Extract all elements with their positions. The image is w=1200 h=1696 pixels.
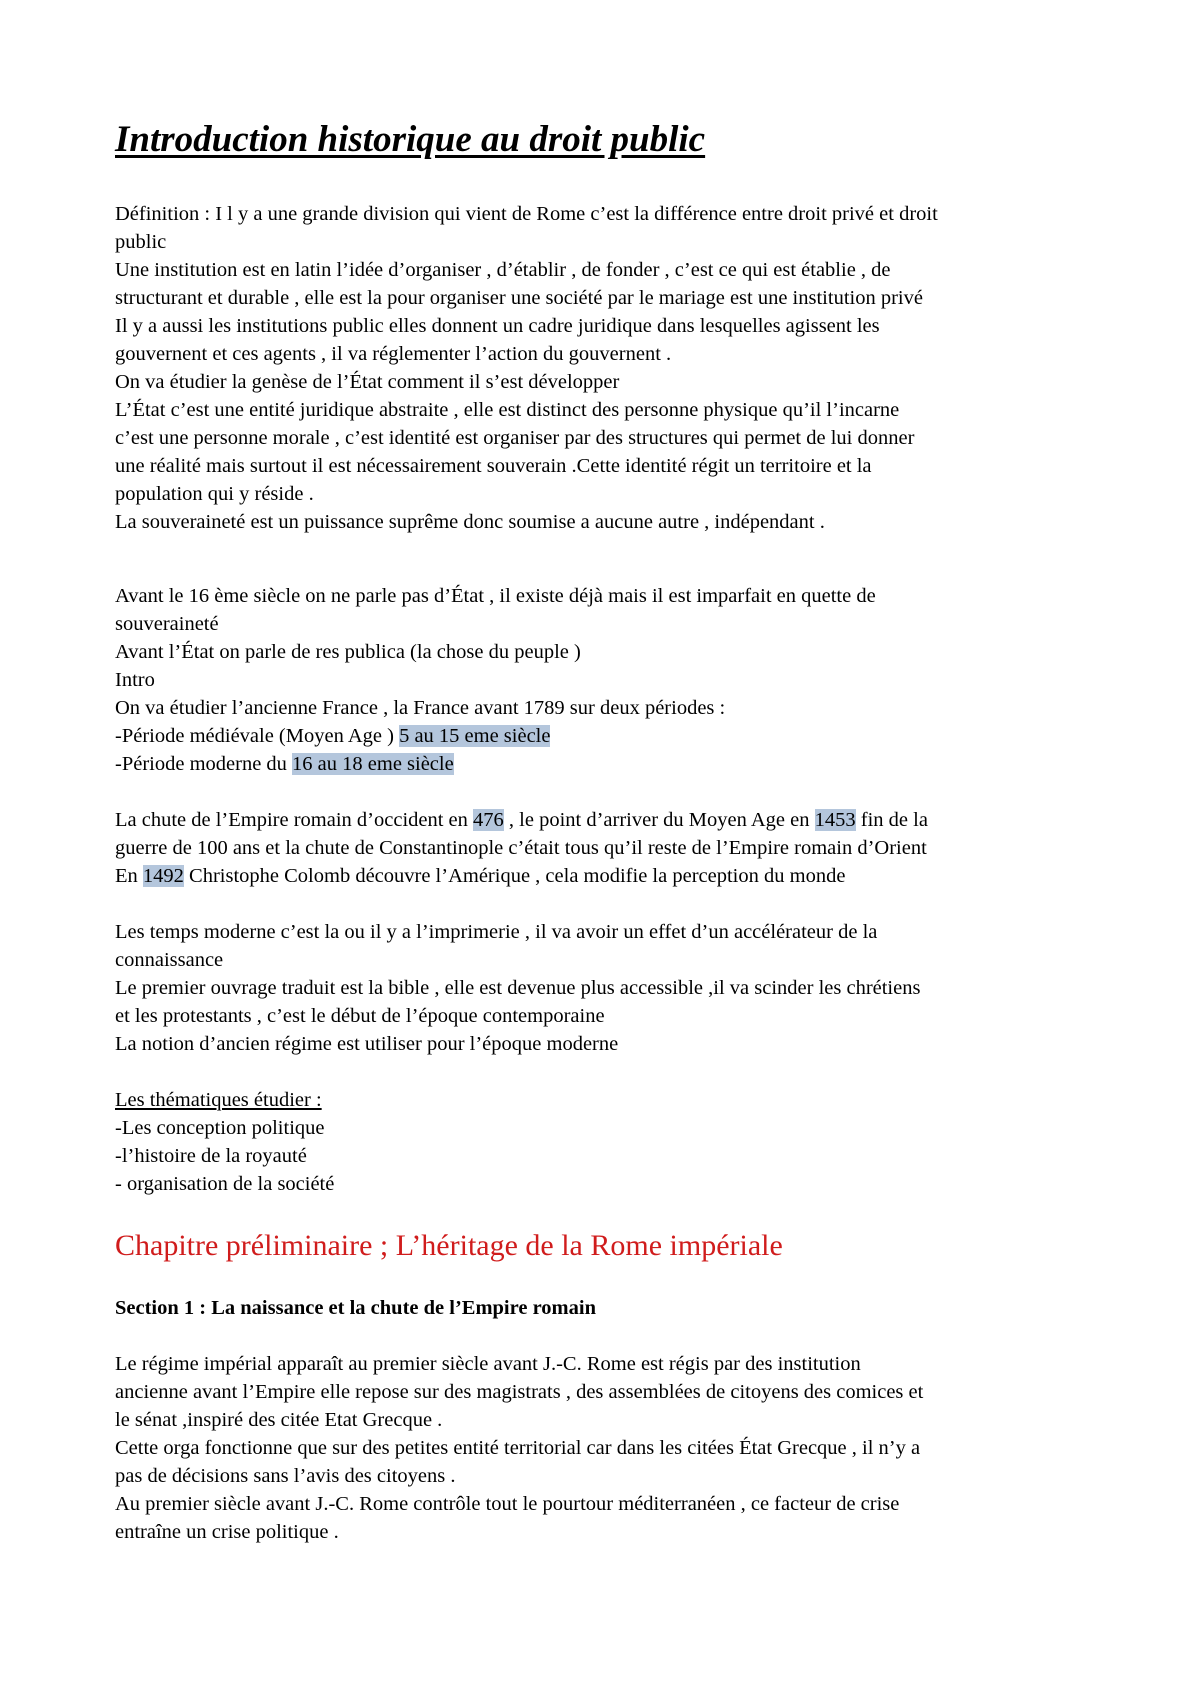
text-line: pas de décisions sans l’avis des citoyens . (115, 1465, 456, 1487)
text-line: structurant et durable , elle est la pour organiser une société par le mariage est une institution privé (115, 287, 923, 309)
text-line: Cette orga fonctionne que sur des petites entité territorial car dans les citées État Grecque , il n’y a (115, 1437, 921, 1459)
period-modern-line (115, 750, 1115, 778)
themes-list (115, 1086, 1115, 1198)
text-run: La chute de l’Empire romain d’occident en (115, 809, 474, 831)
text-line: guerre de 100 ans et la chute de Constantinople c’était tous qu’il reste de l’Empire romain d’Orient (115, 837, 927, 859)
period-prefix: -Période moderne du (115, 753, 293, 775)
text-line: une réalité mais surtout il est nécessairement souverain .Cette identité régit un territoire et la (115, 455, 872, 477)
text-line: La notion d’ancien régime est utiliser pour l’époque moderne (115, 1033, 619, 1055)
text-line: On va étudier l’ancienne France , la France avant 1789 sur deux périodes : (115, 697, 726, 719)
text-line: On va étudier la genèse de l’État comment il s’est développer (115, 371, 620, 393)
before-state-paragraph (115, 582, 1115, 778)
text-line: Intro (115, 669, 155, 691)
text-line: ancienne avant l’Empire elle repose sur des magistrats , des assemblées de citoyens des comices et (115, 1381, 924, 1403)
text-line: gouvernent et ces agents , il va réglementer l’action du gouvernent . (115, 343, 672, 365)
text-line: public (115, 231, 167, 253)
modern-times-paragraph (115, 918, 1115, 1058)
list-item: -l’histoire de la royauté (115, 1145, 307, 1167)
chapter-title: Chapitre préliminaire ; L’héritage de la Rome impériale (115, 1229, 783, 1262)
highlighted-year: 1453 (814, 809, 856, 831)
text-line: Au premier siècle avant J.-C. Rome contrôle tout le pourtour méditerranéen , ce facteur de crise (115, 1493, 900, 1515)
text-run: , le point d’arriver du Moyen Age en (503, 809, 815, 831)
text-line: Le régime impérial apparaît au premier siècle avant J.-C. Rome est régis par des institution (115, 1353, 861, 1375)
text-line: Le premier ouvrage traduit est la bible , elle est devenue plus accessible ,il va scinder les chrétiens (115, 977, 921, 999)
text-run: Christophe Colomb découvre l’Amérique , cela modifie la perception du monde (183, 865, 846, 887)
themes-heading: Les thématiques étudier : (115, 1089, 322, 1111)
text-line: c’est une personne morale , c’est identité est organiser par des structures qui permet de lui donner (115, 427, 915, 449)
chronology-line (115, 806, 1115, 834)
text-line: connaissance (115, 949, 224, 971)
intro-paragraph (115, 200, 1115, 536)
text-line: Les temps moderne c’est la ou il y a l’imprimerie , il va avoir un effet d’un accélérateur de la (115, 921, 878, 943)
text-line: et les protestants , c’est le début de l’époque contemporaine (115, 1005, 605, 1027)
highlighted-period: 5 au 15 eme siècle (399, 725, 551, 747)
chronology-paragraph (115, 806, 1115, 890)
section-title: Section 1 : La naissance et la chute de l’Empire romain (115, 1297, 596, 1319)
text-line: Avant l’État on parle de res publica (la chose du peuple ) (115, 641, 581, 663)
highlighted-period: 16 au 18 eme siècle (292, 753, 454, 775)
chronology-line (115, 862, 1115, 890)
text-line: Définition : I l y a une grande division qui vient de Rome c’est la différence entre droit privé et droit (115, 203, 938, 225)
list-item: -Les conception politique (115, 1117, 325, 1139)
section-paragraph (115, 1350, 1115, 1546)
list-item: - organisation de la société (115, 1173, 335, 1195)
text-line: L’État c’est une entité juridique abstraite , elle est distinct des personne physique qu’il l’incarne (115, 399, 900, 421)
text-line: population qui y réside . (115, 483, 314, 505)
text-line: Avant le 16 ème siècle on ne parle pas d’État , il existe déjà mais il est imparfait en quette de (115, 585, 876, 607)
highlighted-year: 1492 (142, 865, 184, 887)
text-line: souveraineté (115, 613, 219, 635)
document-title: Introduction historique au droit public (115, 119, 706, 160)
period-medieval-line (115, 722, 1115, 750)
text-line: Une institution est en latin l’idée d’organiser , d’établir , de fonder , c’est ce qui est établie , de (115, 259, 891, 281)
highlighted-year: 476 (473, 809, 504, 831)
text-line: Il y a aussi les institutions public elles donnent un cadre juridique dans lesquelles agissent les (115, 315, 880, 337)
text-line: le sénat ,inspiré des citée Etat Grecque . (115, 1409, 443, 1431)
text-run: fin de la (855, 809, 928, 831)
text-line: entraîne un crise politique . (115, 1521, 339, 1543)
text-run: En (115, 865, 143, 887)
period-prefix: -Période médiévale (Moyen Age ) (115, 725, 400, 747)
text-line: La souveraineté est un puissance suprême donc soumise a aucune autre , indépendant . (115, 511, 825, 533)
